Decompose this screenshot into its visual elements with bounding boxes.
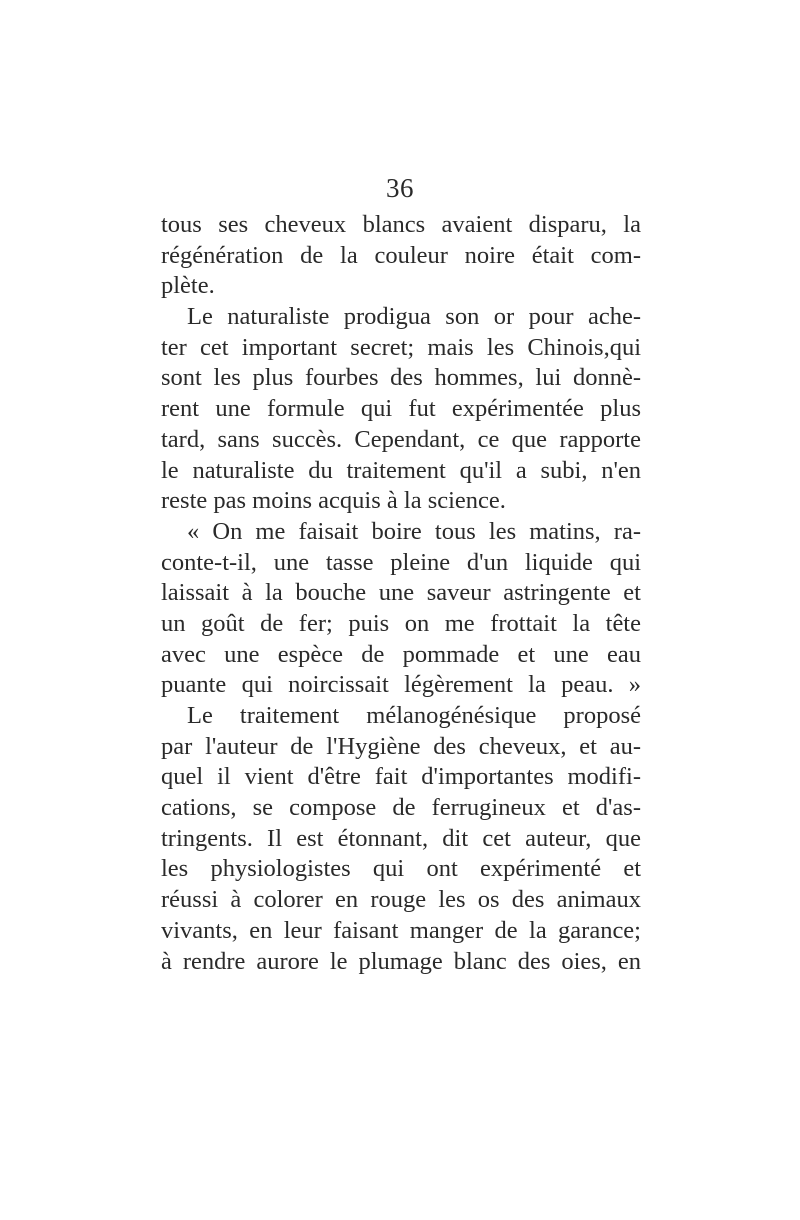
text-line: « On me faisait boire tous les matins, ra- (187, 517, 641, 545)
text-line: reste pas moins acquis à la science. (161, 487, 506, 515)
text-line: cations, se compose de ferrugineux et d'as- (161, 794, 641, 822)
text-line: sont les plus fourbes des hommes, lui donnè- (161, 364, 641, 392)
text-line: tard, sans succès. Cependant, ce que rapporte (161, 425, 641, 453)
text-line: ter cet important secret; mais les Chinois,qui (161, 333, 641, 361)
text-line: plète. (161, 272, 215, 300)
text-line: Le traitement mélanogénésique proposé (187, 702, 641, 729)
text-line: régénération de la couleur noire était com- (161, 241, 641, 269)
text-line: les physiologistes qui ont expérimenté et (161, 855, 641, 883)
text-line: tringents. Il est étonnant, dit cet auteur, que (161, 824, 641, 852)
page-number: 36 (386, 173, 414, 203)
text-line: tous ses cheveux blancs avaient disparu, la (161, 211, 641, 238)
text-line: Le naturaliste prodigua son or pour ache- (187, 303, 641, 331)
text-line: réussi à colorer en rouge les os des animaux (161, 886, 641, 914)
text-line: un goût de fer; puis on me frottait la tête (161, 609, 641, 637)
text-line: le naturaliste du traitement qu'il a subi, n'en (161, 456, 641, 484)
text-line: quel il vient d'être fait d'importantes modifi- (161, 763, 641, 791)
text-line: conte-t-il, une tasse pleine d'un liquide qui (161, 548, 641, 576)
text-line: à rendre aurore le plumage blanc des oies, en (161, 947, 641, 975)
text-line: vivants, en leur faisant manger de la garance; (161, 916, 641, 944)
text-line: laissait à la bouche une saveur astringente et (161, 579, 641, 607)
text-line: rent une formule qui fut expérimentée plus (161, 395, 641, 423)
body-text (161, 210, 641, 977)
text-line: par l'auteur de l'Hygiène des cheveux, et au- (161, 732, 641, 760)
text-line: puante qui noircissait légèrement la peau. » (161, 671, 641, 699)
text-line: avec une espèce de pommade et une eau (161, 640, 641, 668)
